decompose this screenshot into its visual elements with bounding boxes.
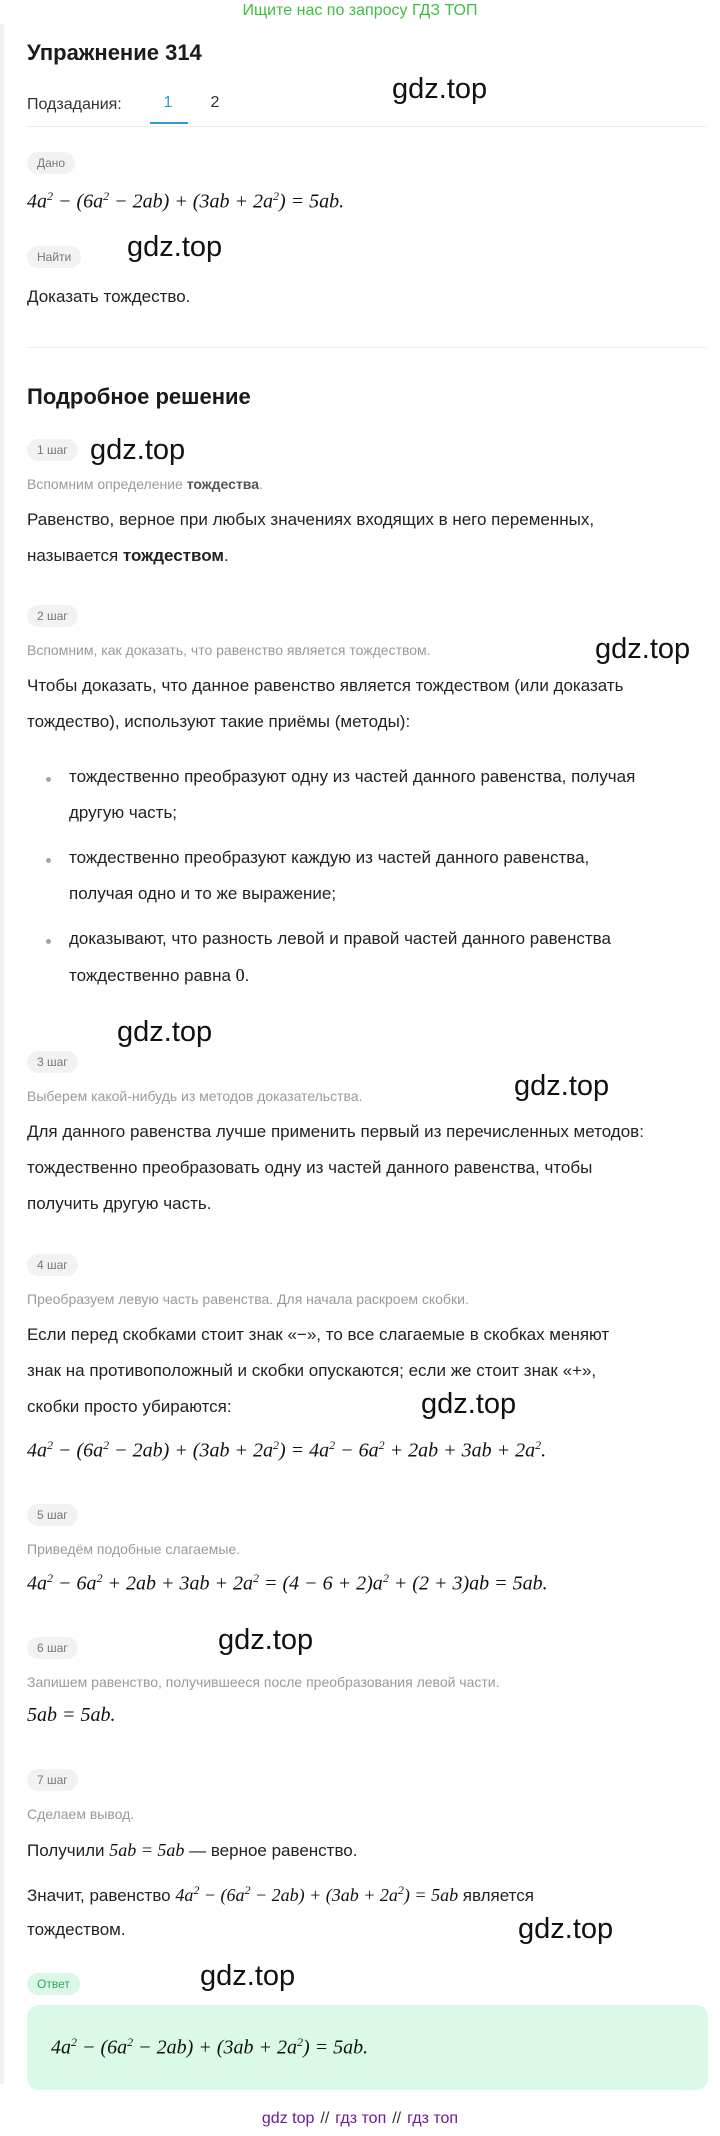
answer-badge: Ответ [27, 1973, 80, 1995]
bullet-icon [46, 777, 51, 782]
step-text: тождество), используют такие приёмы (методы): [27, 712, 411, 731]
find-badge: Найти [27, 246, 81, 268]
step-text: получить другую часть. [27, 1194, 212, 1213]
step-badge: 5 шаг [27, 1504, 78, 1526]
step-text: Если перед скобками стоит знак «−», то все слагаемые в скобках меняют [27, 1325, 610, 1344]
given-badge: Дано [27, 152, 75, 174]
step-text: Получили 5ab = 5ab — верное равенство. [27, 1840, 358, 1860]
step-badge: 3 шаг [27, 1051, 78, 1073]
step-badge: 4 шаг [27, 1254, 78, 1276]
list-item: тождественно преобразуют каждую из частей данного равенства, [69, 848, 590, 867]
find-text: Доказать тождество. [27, 287, 191, 306]
top-banner[interactable]: Ищите нас по запросу ГДЗ ТОП [242, 2, 478, 19]
step-formula: $4a^2 - 6a^2 + 2ab + 3ab + 2a^2 = (4 - 6 + 2)a^2 + (2 + 3)ab = 5ab$. [27, 1571, 548, 1595]
step-text: Равенство, верное при любых значениях входящих в него переменных, [27, 510, 595, 529]
watermark: gdz.top [392, 73, 488, 105]
step-formula: $4a^2 - (6a^2 - 2ab) + (3ab + 2a^2) = 4a^2 - 6a^2 + 2ab + 3ab + 2a^2$. [27, 1438, 547, 1462]
tab-active-indicator [150, 122, 188, 124]
watermark: gdz.top [421, 1388, 517, 1420]
step-formula: 5ab = 5ab. [27, 1704, 116, 1726]
watermark: gdz.top [595, 633, 691, 665]
footer-link[interactable]: gdz top [261, 2110, 315, 2127]
step-badge: 2 шаг [27, 605, 78, 627]
divider [27, 347, 707, 348]
watermark: gdz.top [90, 434, 186, 466]
step-hint: Вспомним определение тождества. [27, 476, 263, 492]
footer-link[interactable]: гдз топ [335, 2110, 387, 2127]
watermark: gdz.top [117, 1016, 213, 1048]
watermark: gdz.top [514, 1070, 610, 1102]
step-text: называется тождеством. [27, 546, 229, 565]
watermark: gdz.top [218, 1624, 314, 1656]
watermark: gdz.top [200, 1960, 296, 1992]
step-hint: Вспомним, как доказать, что равенство является тождеством. [27, 642, 431, 658]
step-text: тождественно преобразовать одну из частей данного равенства, чтобы [27, 1158, 593, 1177]
list-item: тождественно преобразуют одну из частей данного равенства, получая [69, 767, 636, 786]
step-text: знак на противоположный и скобки опускаются; если же стоит знак «+», [27, 1361, 597, 1380]
bullet-icon [46, 939, 51, 944]
step-text: Для данного равенства лучше применить первый из перечисленных методов: [27, 1122, 644, 1141]
footer-separator: // [320, 2110, 330, 2127]
list-item: доказывают, что разность левой и правой частей данного равенства [69, 929, 611, 948]
watermark: gdz.top [518, 1913, 614, 1945]
left-border [0, 24, 4, 2084]
step-badge: 1 шаг [27, 439, 78, 461]
page-title: Упражнение 314 [27, 40, 202, 65]
list-item: получая одно и то же выражение; [69, 884, 337, 903]
step-badge: 6 шаг [27, 1637, 78, 1659]
tab-subtask-2[interactable]: 2 [210, 94, 220, 111]
step-badge: 7 шаг [27, 1769, 78, 1791]
answer-formula: $4a^2 - (6a^2 - 2ab) + (3ab + 2a^2) = 5ab$. [51, 2035, 369, 2059]
solution-title: Подробное решение [27, 384, 251, 409]
given-formula: $4a^2 - (6a^2 - 2ab) + (3ab + 2a^2) = 5ab$. [27, 189, 345, 213]
subtasks-label: Подзадания: [27, 96, 122, 113]
footer-link[interactable]: гдз топ [407, 2110, 459, 2127]
step-hint: Приведём подобные слагаемые. [27, 1541, 241, 1557]
step-hint: Запишем равенство, получившееся после преобразования левой части. [27, 1674, 500, 1690]
step-hint: Выберем какой-нибудь из методов доказательства. [27, 1088, 363, 1104]
list-item: тождественно равна 0. [69, 965, 250, 985]
step-hint: Преобразуем левую часть равенства. Для начала раскроем скобки. [27, 1291, 469, 1307]
footer-links [0, 2110, 720, 2128]
divider [27, 126, 707, 127]
tab-subtask-1[interactable]: 1 [163, 94, 173, 111]
answer-box [27, 2005, 708, 2090]
step-text: скобки просто убираются: [27, 1397, 232, 1416]
footer-separator: // [392, 2110, 402, 2127]
list-item: другую часть; [69, 803, 178, 822]
bullet-icon [46, 858, 51, 863]
step-hint: Сделаем вывод. [27, 1806, 135, 1822]
step-text: Чтобы доказать, что данное равенство является тождеством (или доказать [27, 676, 624, 695]
watermark: gdz.top [127, 231, 223, 263]
step-text: тождеством. [27, 1920, 126, 1939]
step-text: Значит, равенство $4a^2 - (6a^2 - 2ab) + (3ab + 2a^2) = 5ab$ является [27, 1883, 534, 1905]
